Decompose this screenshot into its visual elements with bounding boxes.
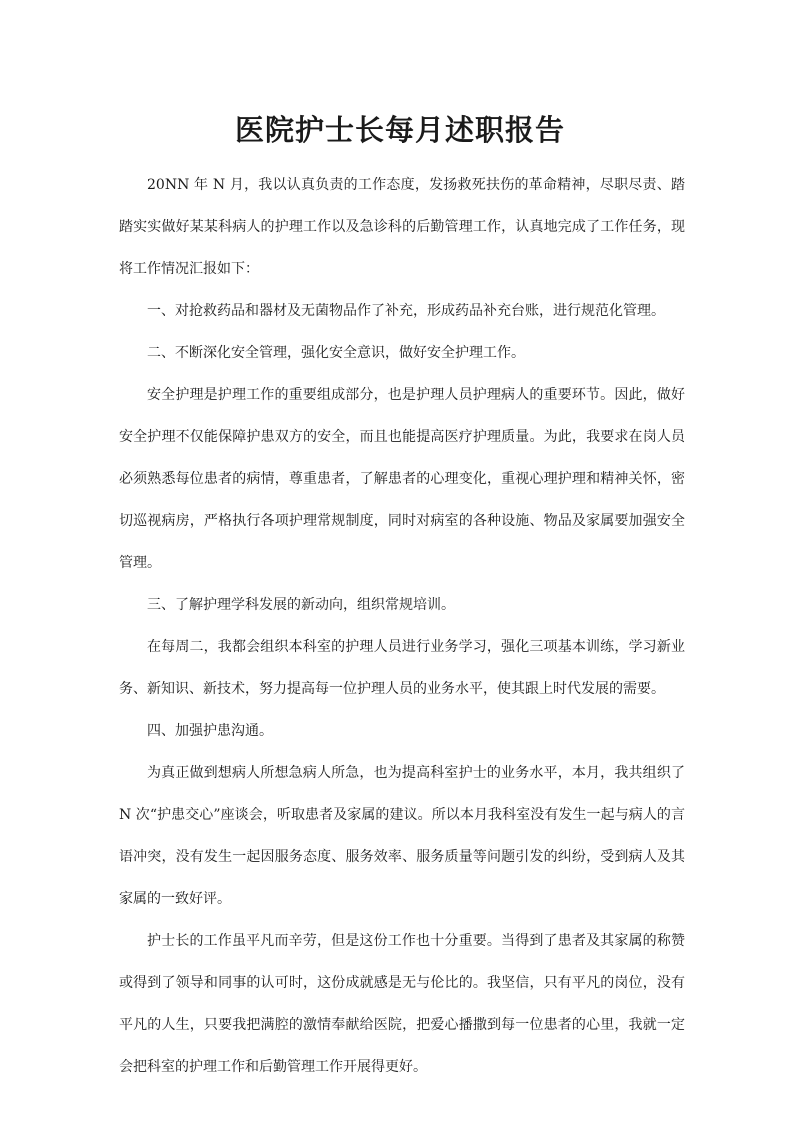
paragraph-section-3-body: 在每周二，我都会组织本科室的护理人员进行业务学习，强化三项基本训练，学习新业务、新知识、新技术，努力提高每一位护理人员的业务水平，使其跟上时代发展的需要。 xyxy=(119,639,685,697)
paragraph-intro: 20NN 年 N 月，我以认真负责的工作态度，发扬救死扶伤的革命精神，尽职尽责、踏踏实实做好某某科病人的护理工作以及急诊科的后勤管理工作，认真地完成了工作任务，现将工作情况汇报如下： xyxy=(119,177,685,277)
paragraph-section-4-heading: 四、加强护患沟通。 xyxy=(147,723,273,739)
document-body xyxy=(119,164,685,1088)
paragraph-section-3-heading: 三、了解护理学科发展的新动向，组织常规培训。 xyxy=(147,597,455,613)
paragraph-section-2-heading: 二、不断深化安全管理，强化安全意识，做好安全护理工作。 xyxy=(147,345,525,361)
paragraph-section-2-body: 安全护理是护理工作的重要组成部分，也是护理人员护理病人的重要环节。因此，做好安全护理不仅能保障护患双方的安全，而且也能提高医疗护理质量。为此，我要求在岗人员必须熟悉每位患者的病情，尊重患者，了解患者的心理变化，重视心理护理和精神关怀，密切巡视病房，严格执行各项护理常规制度，同时对病室的各种设施、物品及家属要加强安全管理。 xyxy=(119,387,685,571)
paragraph-section-1-heading: 一、对抢救药品和器材及无菌物品作了补充，形成药品补充台账，进行规范化管理。 xyxy=(147,303,665,319)
document-title: 医院护士长每月述职报告 xyxy=(234,113,565,147)
paragraph-section-4-body: 为真正做到想病人所想急病人所急，也为提高科室护士的业务水平，本月，我共组织了 N 次“护患交心”座谈会，听取患者及家属的建议。所以本月我科室没有发生一起与病人的言语冲突，没有发生一起因服务态度、服务效率、服务质量等问题引发的纠纷，受到病人及其家属的一致好评。 xyxy=(119,765,685,907)
paragraph-conclusion: 护士长的工作虽平凡而辛劳，但是这份工作也十分重要。当得到了患者及其家属的称赞或得到了领导和同事的认可时，这份成就感是无与伦比的。我坚信，只有平凡的岗位，没有平凡的人生，只要我把满腔的激情奉献给医院，把爱心播撒到每一位患者的心里，我就一定会把科室的护理工作和后勤管理工作开展得更好。 xyxy=(119,933,685,1075)
